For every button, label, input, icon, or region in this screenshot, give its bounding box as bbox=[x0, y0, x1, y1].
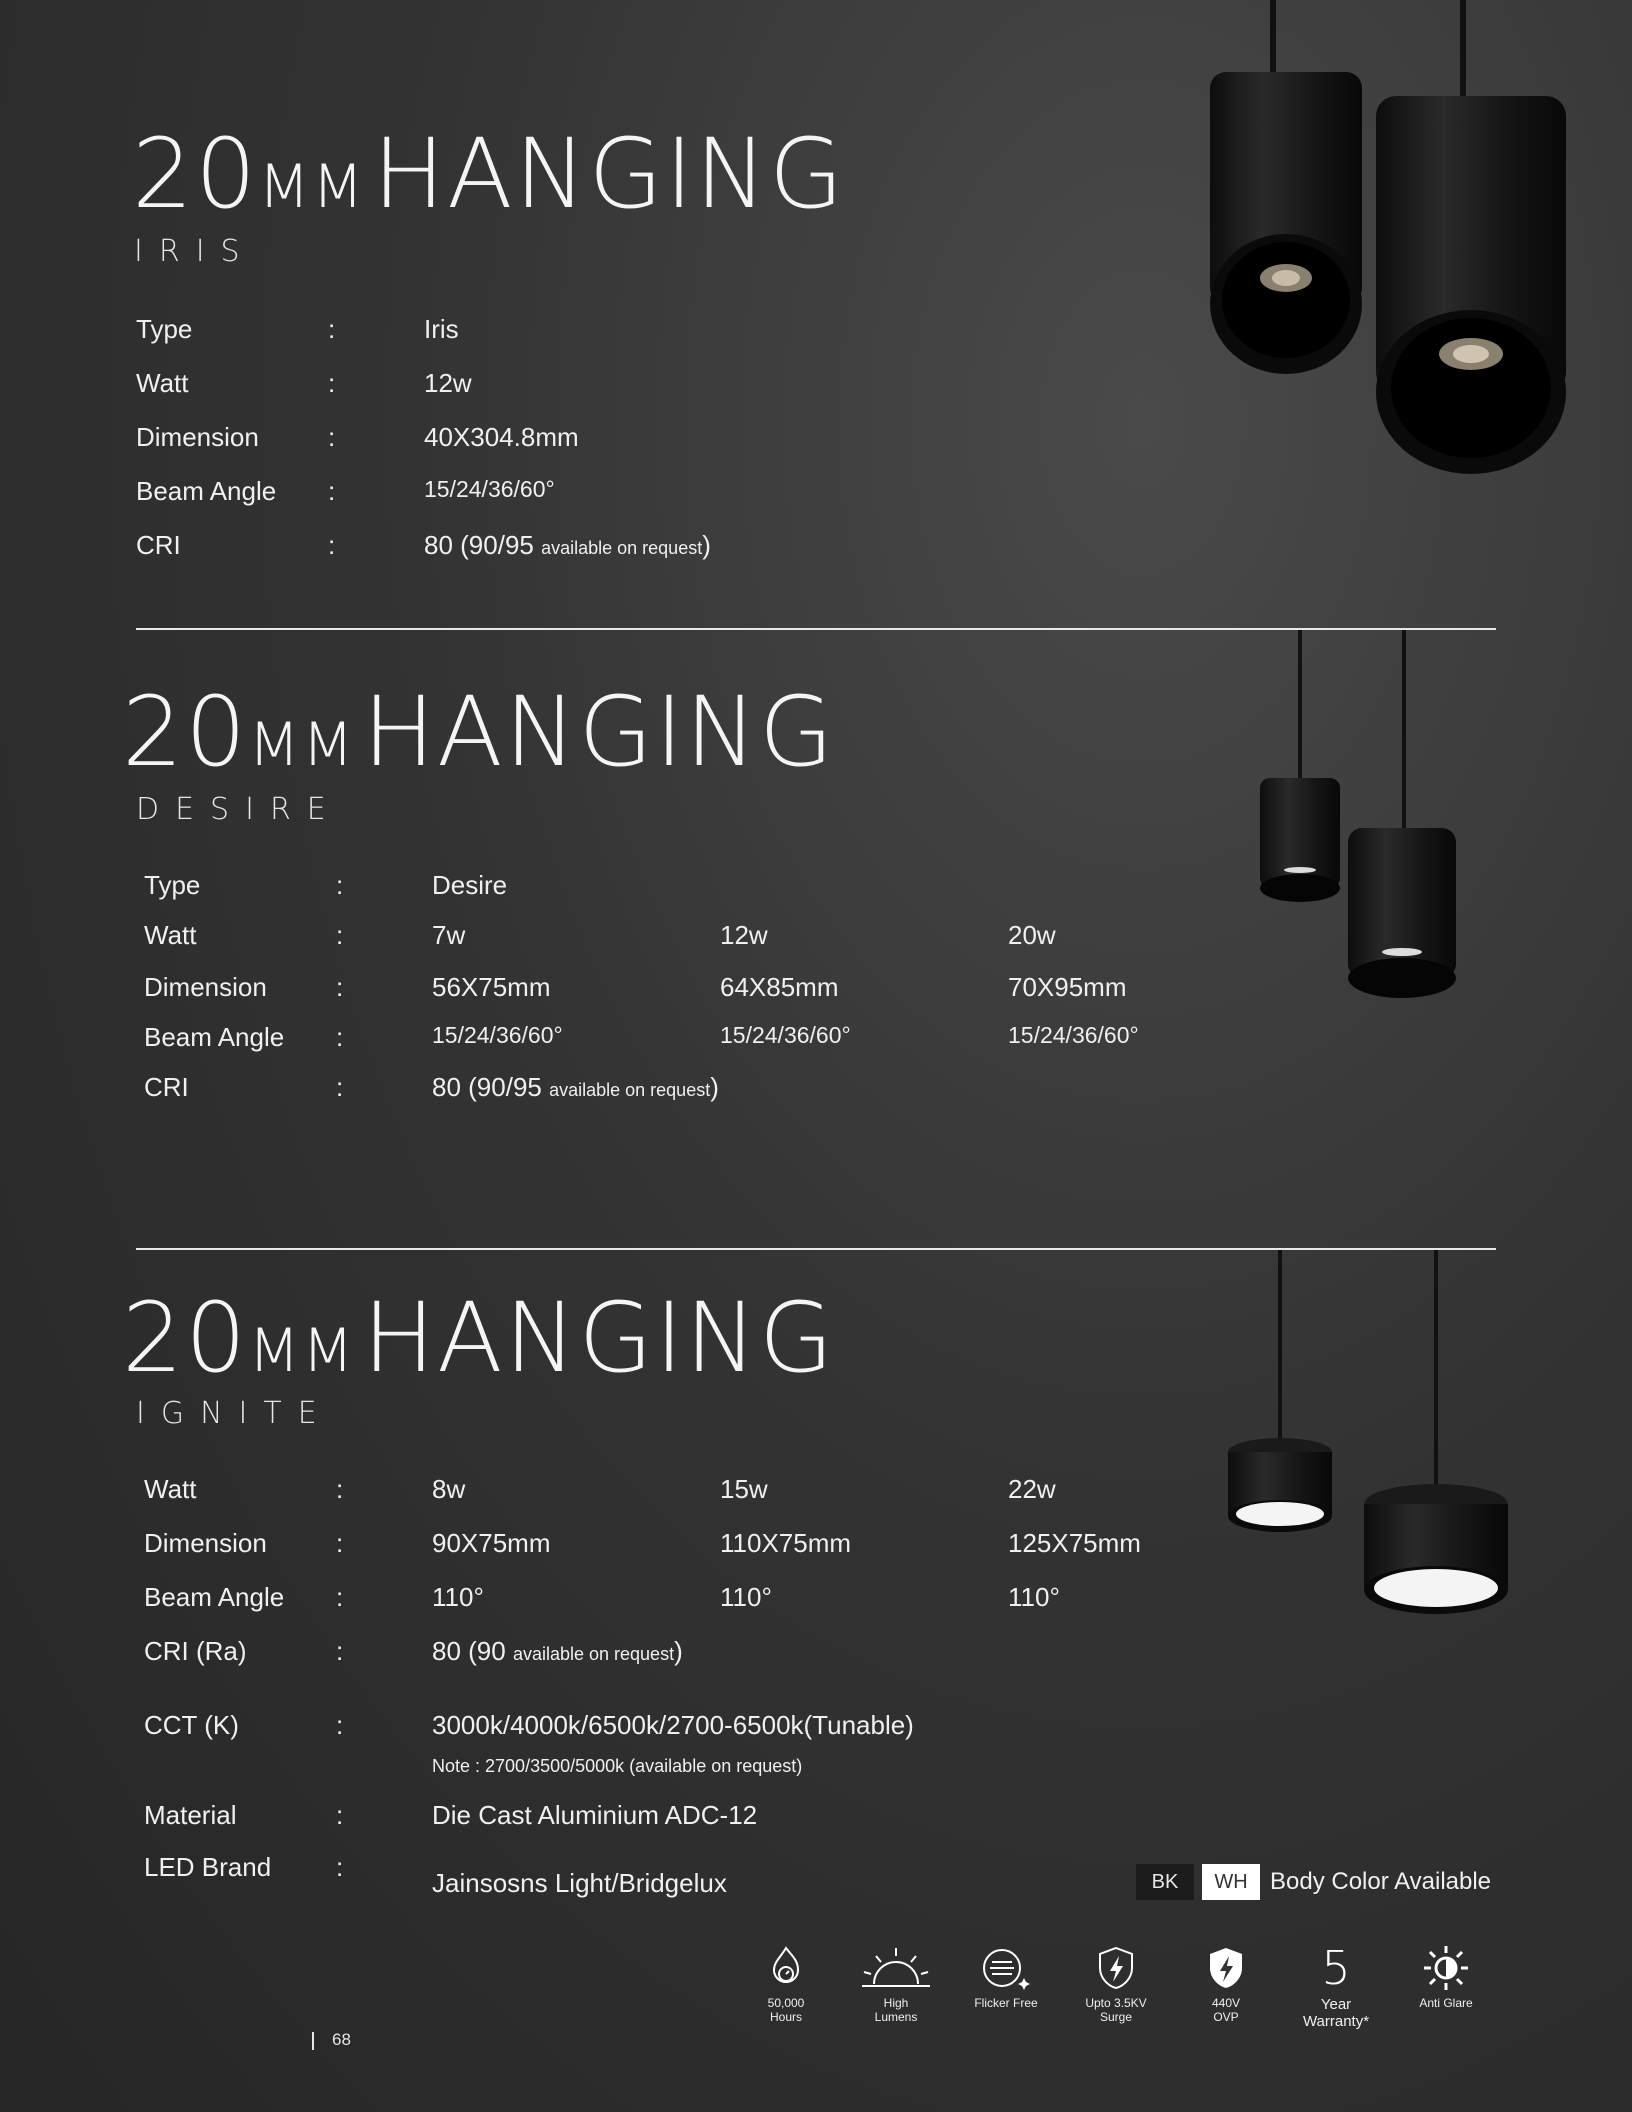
feature-hours: 50,000 Hours bbox=[736, 1944, 836, 2030]
color-swatch-black: BK bbox=[1136, 1864, 1194, 1900]
feature-surge: Upto 3.5KV Surge bbox=[1066, 1944, 1166, 2030]
color-swatch-white: WH bbox=[1202, 1864, 1260, 1900]
section-title-iris: 20MM HANGING bbox=[132, 118, 846, 230]
feature-ovp: 440V OVP bbox=[1176, 1944, 1276, 2030]
sunrise-icon bbox=[856, 1944, 936, 1992]
flicker-free-icon bbox=[978, 1944, 1034, 1992]
product-name-iris: IRIS bbox=[134, 234, 256, 269]
body-color-available bbox=[1136, 1864, 1491, 1900]
surge-shield-icon bbox=[1092, 1944, 1140, 1992]
feature-flicker-free: Flicker Free bbox=[956, 1944, 1056, 2030]
product-name-desire: DESIRE bbox=[136, 792, 342, 827]
iris-lamp-illustration bbox=[1196, 0, 1576, 480]
section-title-desire: 20MM HANGING bbox=[122, 676, 836, 788]
body-color-label: Body Color Available bbox=[1270, 1868, 1492, 1895]
desire-lamp-illustration bbox=[1250, 630, 1470, 1010]
ignite-lamp-illustration bbox=[1220, 1250, 1510, 1660]
product-name-ignite: IGNITE bbox=[136, 1396, 333, 1431]
cct-note: Note : 2700/3500/5000k (available on request) bbox=[432, 1756, 803, 1776]
page-number: 68 bbox=[312, 2030, 351, 2050]
section-title-ignite: 20MM HANGING bbox=[122, 1282, 836, 1394]
ovp-shield-icon bbox=[1202, 1944, 1250, 1992]
feature-warranty: 5 Year Warranty* bbox=[1286, 1944, 1386, 2030]
feature-high-lumens: High Lumens bbox=[846, 1944, 946, 2030]
feature-anti-glare: Anti Glare bbox=[1396, 1944, 1496, 2030]
sun-anti-glare-icon bbox=[1418, 1944, 1474, 1992]
feature-icons bbox=[736, 1941, 1496, 2030]
warranty-icon: 5 bbox=[1321, 1941, 1351, 1995]
stopwatch-flame-icon bbox=[762, 1944, 810, 1992]
page-number-bar bbox=[312, 2032, 314, 2050]
